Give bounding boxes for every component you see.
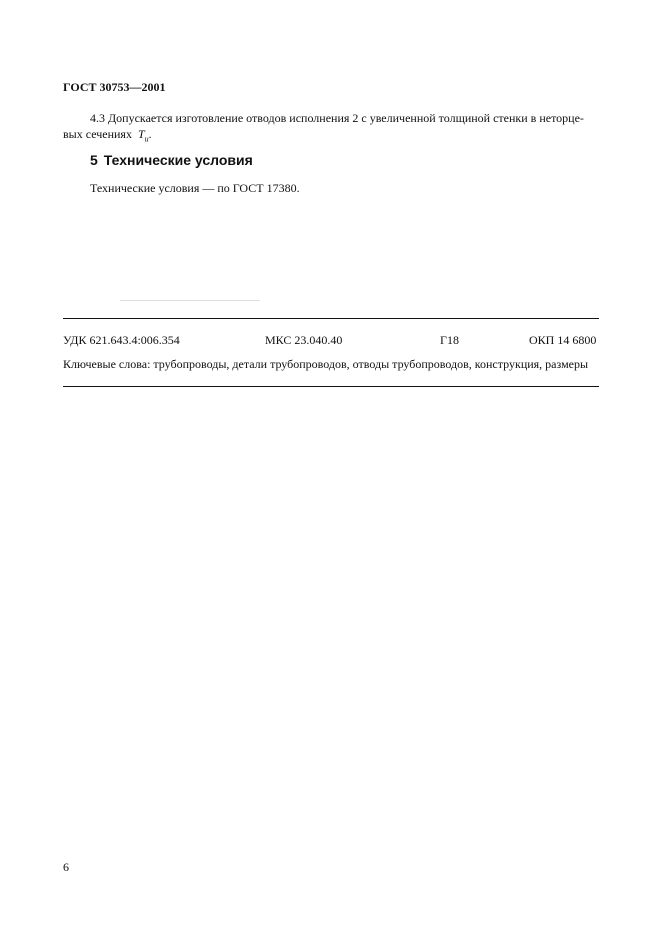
thickness-symbol-letter: T	[137, 127, 145, 141]
clause-4-3	[63, 110, 599, 147]
document-header: ГОСТ 30753—2001	[63, 80, 166, 94]
section-number: 5	[90, 152, 98, 168]
udk-code: УДК 621.643.4:006.354	[63, 333, 180, 347]
thickness-symbol-subscript: и	[144, 134, 149, 144]
thickness-symbol	[137, 127, 149, 144]
section-title: Технические условия	[103, 152, 253, 168]
okp-code: ОКП 14 6800	[529, 333, 597, 347]
section-heading	[90, 152, 253, 168]
section-text: Технические условия — по ГОСТ 17380.	[90, 181, 300, 195]
bottom-divider	[63, 386, 599, 387]
mks-code: МКС 23.040.40	[265, 333, 343, 347]
group-code: Г18	[440, 333, 459, 347]
clause-4-3-line1: 4.3 Допускается изготовление отводов исполнения 2 с увеличенной толщиной стенки в неторце-	[90, 111, 584, 125]
page-number: 6	[63, 860, 69, 874]
keywords-line: Ключевые слова: трубопроводы, детали трубопроводов, отводы трубопроводов, конструкция, размеры	[63, 357, 589, 371]
top-divider	[63, 318, 599, 319]
clause-4-3-line2-text: вых сечениях	[63, 127, 132, 141]
scan-artifact	[120, 300, 260, 301]
clause-4-3-line2	[63, 126, 599, 147]
clause-4-3-end: .	[148, 127, 152, 141]
